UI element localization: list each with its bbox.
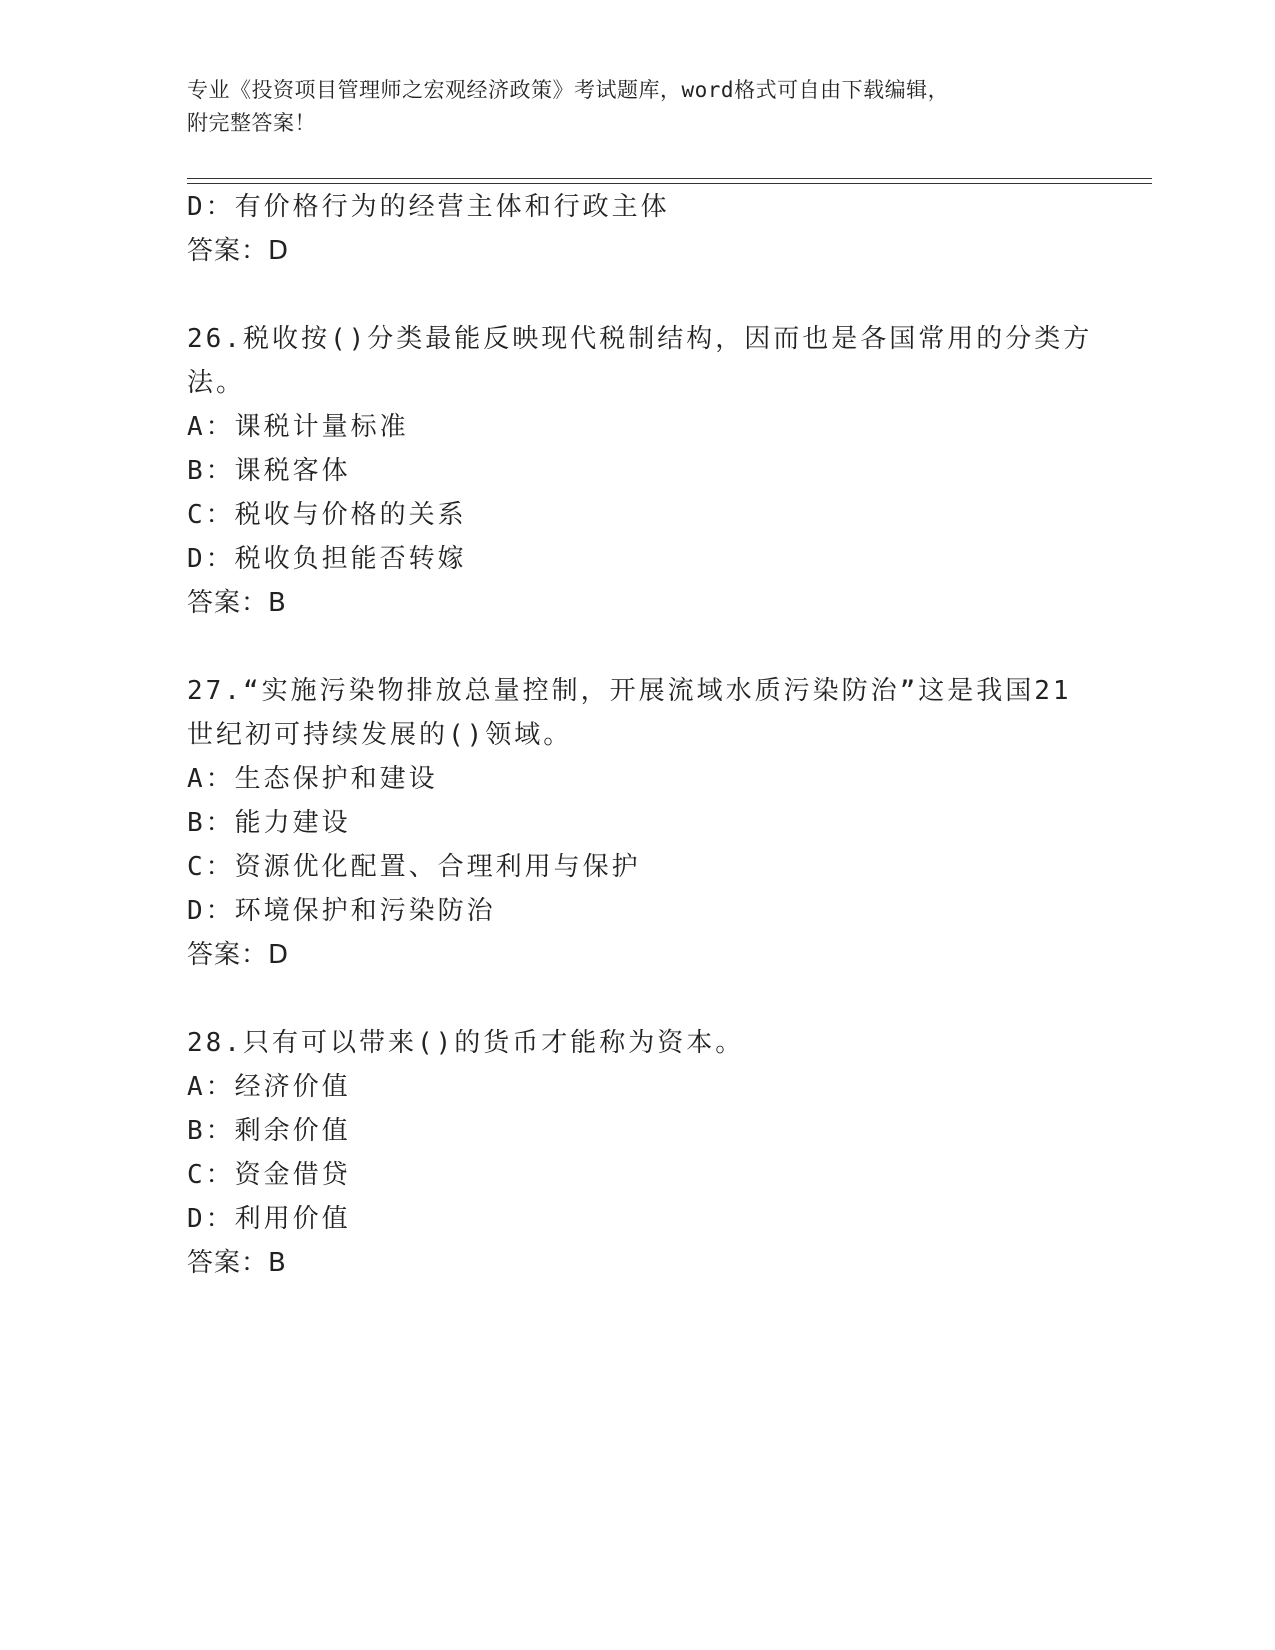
q28-option-d: D：利用价值 xyxy=(187,1204,351,1234)
header-divider-top xyxy=(187,178,1152,179)
prev-answer: 答案：D xyxy=(187,236,290,266)
q27-option-a: A：生态保护和建设 xyxy=(187,764,438,794)
q28-option-a: A：经济价值 xyxy=(187,1072,351,1102)
document-header xyxy=(187,74,1087,140)
q26-option-a: A：课税计量标准 xyxy=(187,412,409,442)
q28-option-c: C：资金借贷 xyxy=(187,1160,351,1190)
q26-option-d: D：税收负担能否转嫁 xyxy=(187,544,467,574)
q27-stem-line-1: 27.“实施污染物排放总量控制，开展流域水质污染防治”这是我国21 xyxy=(187,676,1072,706)
q28-option-b: B：剩余价值 xyxy=(187,1116,351,1146)
header-line-2: 附完整答案！ xyxy=(187,111,316,135)
q28-stem-line-1: 28.只有可以带来()的货币才能称为资本。 xyxy=(187,1028,745,1058)
q27-option-d: D：环境保护和污染防治 xyxy=(187,896,496,926)
q26-answer: 答案：B xyxy=(187,588,287,618)
q26-option-b: B：课税客体 xyxy=(187,456,351,486)
q27-answer: 答案：D xyxy=(187,940,290,970)
q27-option-c: C：资源优化配置、合理利用与保护 xyxy=(187,852,641,882)
q27-stem-line-2: 世纪初可持续发展的()领域。 xyxy=(187,720,573,750)
q27-option-b: B：能力建设 xyxy=(187,808,351,838)
header-divider-bottom xyxy=(187,183,1152,184)
q26-stem-line-1: 26.税收按()分类最能反映现代税制结构，因而也是各国常用的分类方 xyxy=(187,324,1093,354)
q26-stem-line-2: 法。 xyxy=(187,368,246,398)
header-line-1: 专业《投资项目管理师之宏观经济政策》考试题库，word格式可自由下载编辑， xyxy=(187,78,950,102)
prev-option-d: D：有价格行为的经营主体和行政主体 xyxy=(187,192,670,222)
q28-answer: 答案：B xyxy=(187,1248,287,1278)
q26-option-c: C：税收与价格的关系 xyxy=(187,500,467,530)
